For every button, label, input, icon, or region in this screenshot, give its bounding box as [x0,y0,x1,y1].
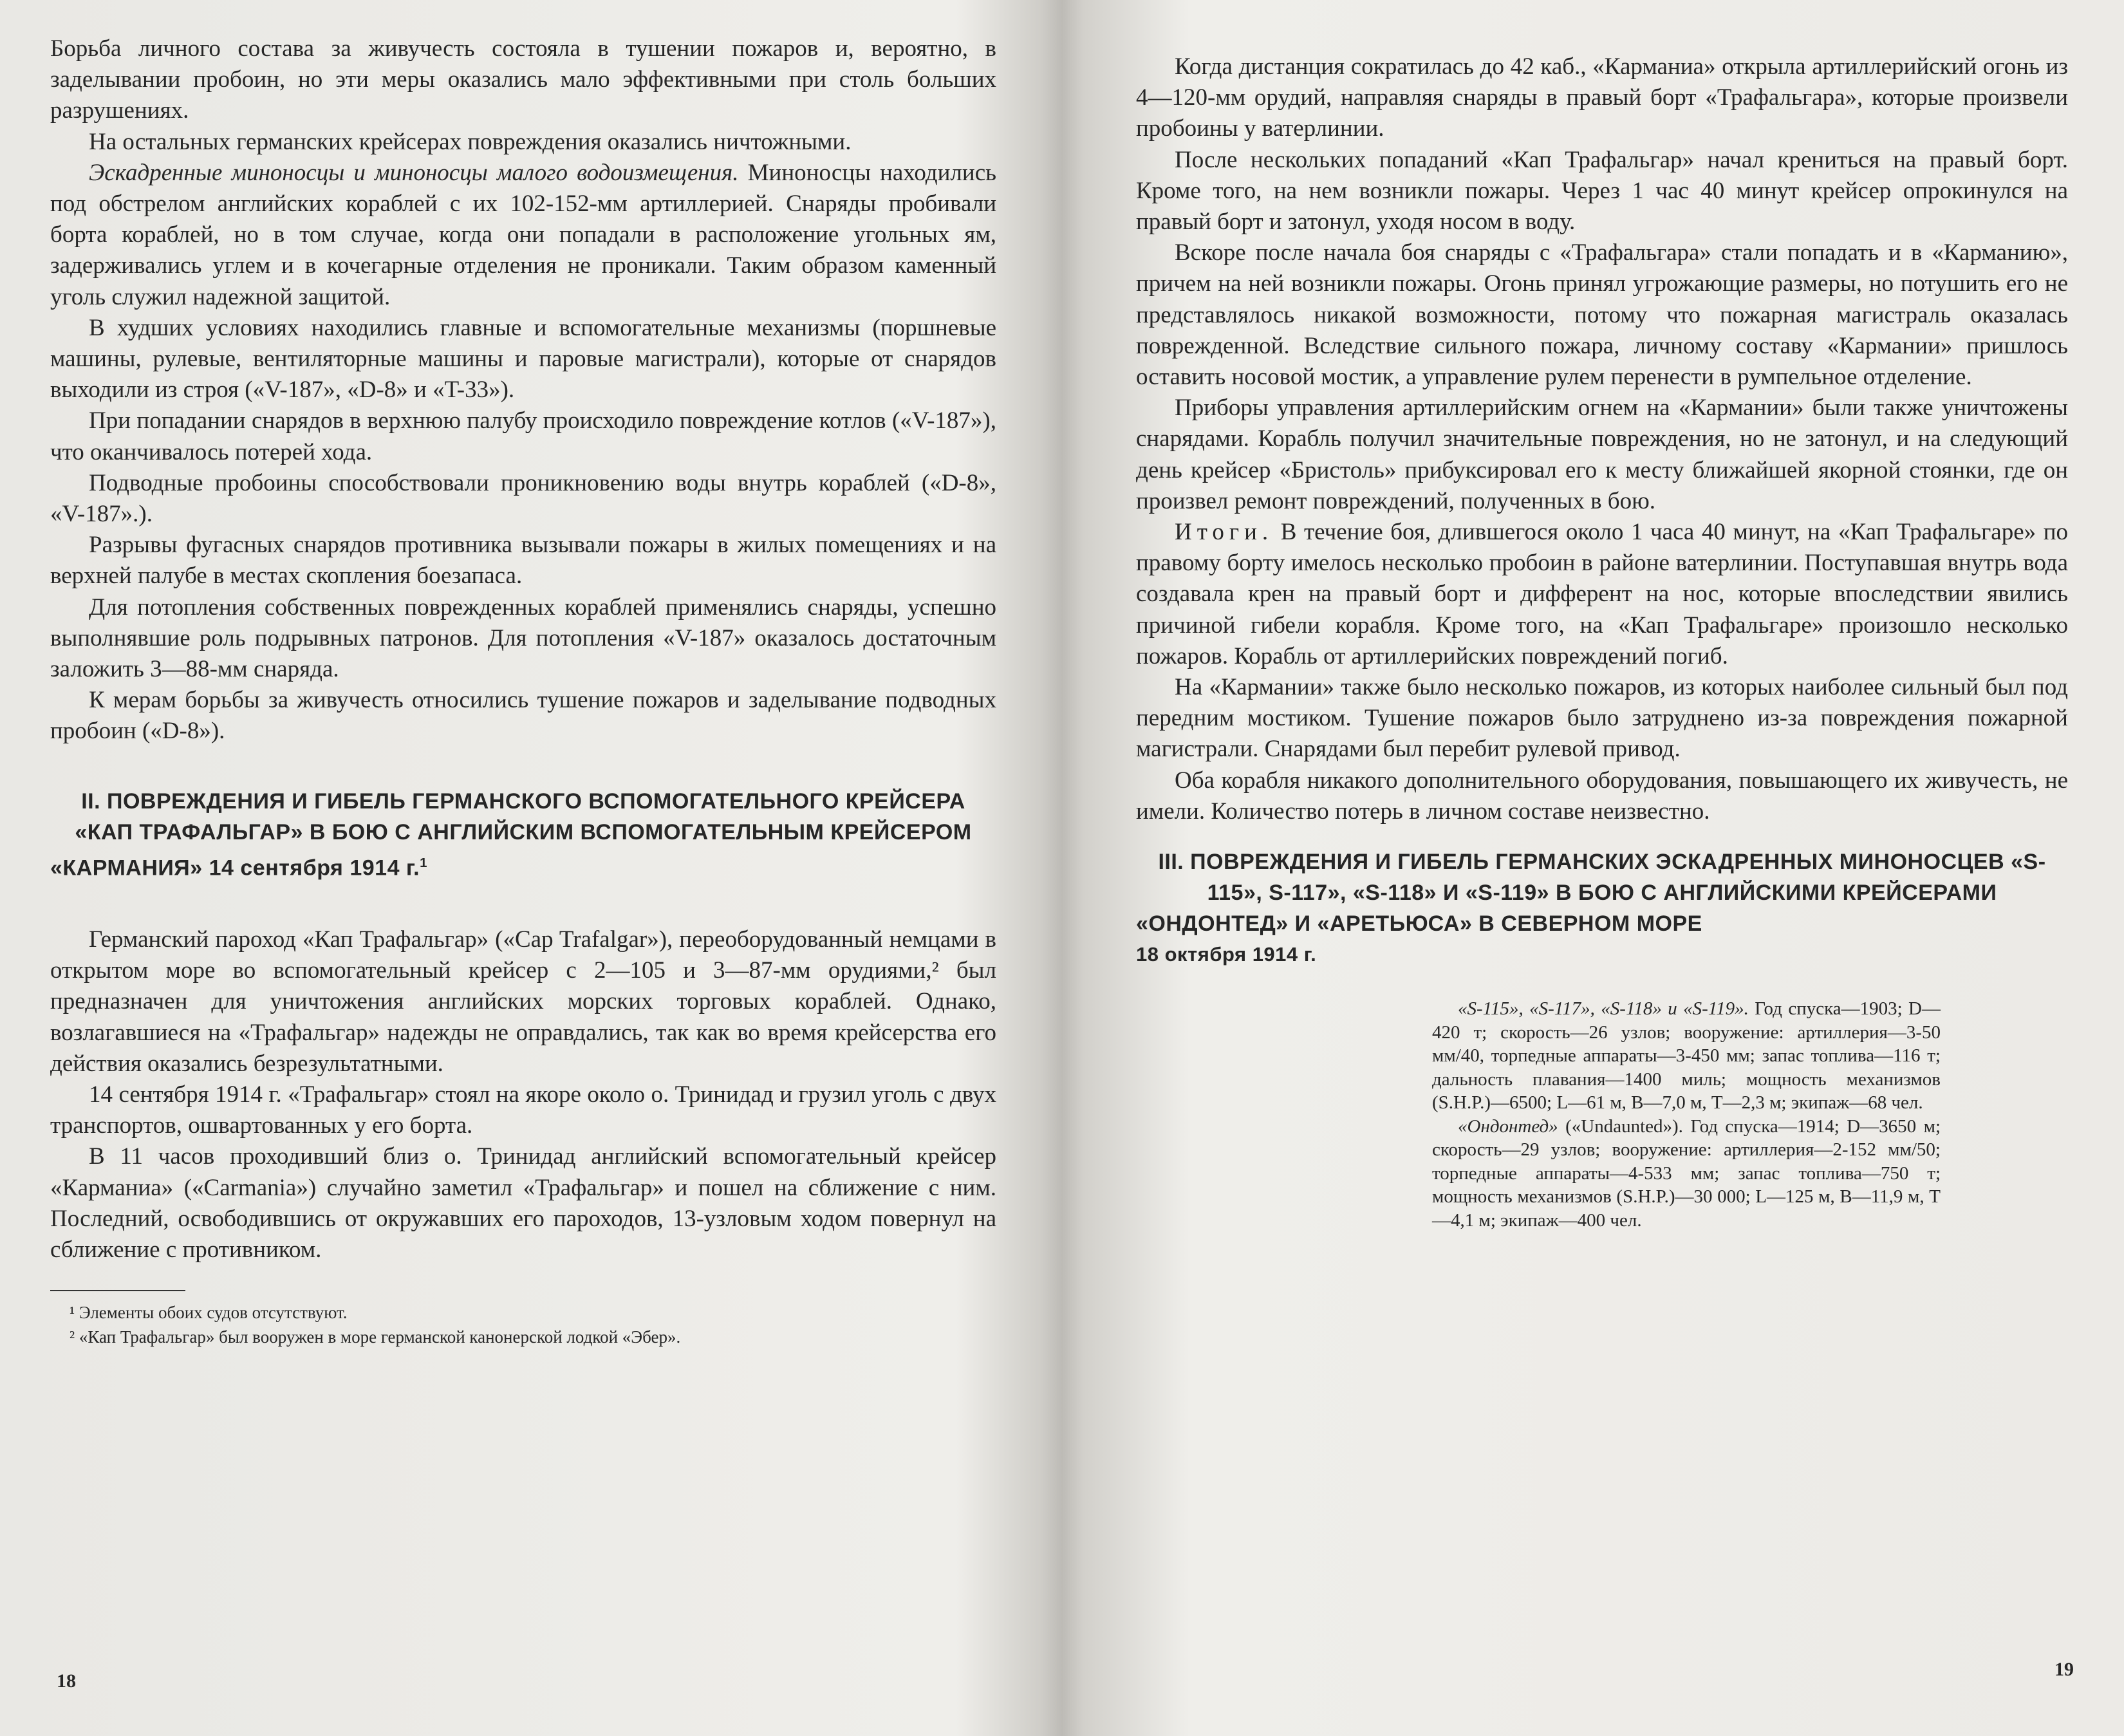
section-heading: II. ПОВРЕЖДЕНИЯ И ГИБЕЛЬ ГЕРМАНСКОГО ВСПОМОГАТЕЛЬНОГО КРЕЙСЕРА «КАП ТРАФАЛЬГАР» В БОЮ С АНГЛИЙСКИМ ВСПОМОГАТЕЛЬНЫМ КРЕЙСЕРОМ «КАРМАНИЯ» 14 сентября 1914 г.$^1$ [50,789,972,880]
left-text-column [50,33,996,1349]
paragraph: Итоги. В течение боя, длившегося около 1 часа 40 минут, на «Кап Трафальгаре» по правому борту имелось несколько пробоин в районе ватерлинии. Поступавшая внутрь вода создавала крен на правый борт и дифферент на нос, которые впоследствии явились причиной гибели корабля. Кроме того, на «Кап Трафальгаре» произошло несколько пожаров. Корабль от артиллерийских повреждений погиб. [1136,519,2068,669]
section-date: 18 октября 1914 г. [1136,943,1317,966]
paragraph: Оба корабля никакого дополнительного оборудования, повышающего их живучесть, не имели. Количество потерь в личном составе неизвестно. [1136,767,2068,825]
ship-info-block: «S-115», «S-117», «S-118» и «S-119». Год спуска—1903; D—420 т; скорость—26 узлов; вооружение: артиллерия—3-50 мм/40, торпедные аппараты—3-450 мм; запас топлива—116 т; дальность плавания—1400 миль; мощность механизмов (S.H.P.)—6500; L—61 м, B—7,0 м, T—2,3 м; экипаж—68 чел. [1432,998,1941,1114]
right-page [1075,0,2124,1736]
paragraph: 14 сентября 1914 г. «Трафальгар» стоял на якоре около о. Тринидад и грузил уголь с двух транспортов, ошвартованных у его борта. [50,1081,996,1139]
paragraph: В 11 часов проходивший близ о. Тринидад английский вспомогательный крейсер «Карманиа» («Carmania») случайно заметил «Трафальгар» и пошел на сближение с ним. Последний, освободившись от окружавших его пароходов, 13-узловым ходом повернул на сближение с противником. [50,1143,996,1264]
section-date: 14 сентября 1914 г. [209,855,420,880]
paragraph: При попадании снарядов в верхнюю палубу происходило повреждение котлов («V-187»), что оканчивалось потерей хода. [50,407,996,465]
paragraph: На остальных германских крейсерах повреждения оказались ничтожными. [89,128,852,155]
footnote: ¹ Элементы обоих судов отсутствуют. [70,1303,348,1323]
page-number: 19 [2054,1659,2074,1680]
paragraph: Вскоре после начала боя снаряды с «Трафальгара» стали попадать и в «Карманию», причем на ней возникли пожары. Огонь принял угрожающие размеры, но потушить его не представлялось никакой возможности, потому что пожарная магистраль оказалась поврежденной. Вследствие сильного пожара, личному составу «Кармании» пришлось оставить носовой мостик, а управление рулем перенести в румпельное отделение. [1136,239,2068,391]
paragraph: После нескольких попаданий «Кап Трафальгар» начал крениться на правый борт. Кроме того, на нем возникли пожары. Через 1 час 40 минут крейсер опрокинулся на правый борт и затонул, уходя носом в воду. [1136,146,2068,236]
left-page [0,0,1049,1736]
footnote-mark: 1 [420,855,427,870]
footnote-divider [50,1290,185,1291]
ship-info [1432,997,1941,1232]
ship-info-block: «Ондонтед» («Undaunted»). Год спуска—1914; D—3650 м; скорость—29 узлов; вооружение: артиллерия—2-152 мм/50; торпедные аппараты—4-533 мм; запас топлива—750 т; мощность механизмов (S.H.P.)—30 000; L—125 м, B—11,9 м, T—4,1 м; экипаж—400 чел. [1432,1115,1941,1231]
paragraph: К мерам борьбы за живучесть относились тушение пожаров и заделывание подводных пробоин («D-8»). [50,687,996,745]
paragraph: Борьба личного состава за живучесть состояла в тушении пожаров и, вероятно, в заделывании пробоин, но эти меры оказались мало эффективными при столь больших разрушениях. [50,35,996,124]
footnote: ² «Кап Трафальгар» был вооружен в море германской канонерской лодкой «Эбер». [70,1327,681,1347]
italic-lead: Эскадренные миноносцы и миноносцы малого водоизмещения. [89,159,739,186]
paragraph: Разрывы фугасных снарядов противника вызывали пожары в жилых помещениях и на верхней палубе в местах скопления боезапаса. [50,532,996,590]
page-number: 18 [57,1670,76,1692]
paragraph: Для потопления собственных поврежденных кораблей применялись снаряды, успешно выполнявшие роль подрывных патронов. Для потопления «V-187» оказалось достаточным заложить 3—88-мм снаряда. [50,593,996,683]
paragraph: Приборы управления артиллерийским огнем на «Кармании» были также уничтожены снарядами. Корабль получил значительные повреждения, но не затонул, и на следующий день крейсер «Бристоль» прибуксировал его к месту ближайшей якорной стоянки, где он произвел ремонт повреждений, полученных в бою. [1136,395,2068,514]
itogi-lead: Итоги. [1175,519,1274,546]
right-text-column [1136,51,2068,1232]
paragraph: Германский пароход «Кап Трафальгар» («Cap Trafalgar»), переоборудованный немцами в открытом море во вспомогательный крейсер с 2—105 и 3—87-мм орудиями,² был предназначен для уничтожения английских морских торговых кораблей. Однако, возлагавшиеся на «Трафальгар» надежды не оправдались, так как во время крейсерства его действия оказались безрезультатными. [50,926,996,1077]
paragraph: Эскадренные миноносцы и миноносцы малого водоизмещения. Миноносцы находились под обстрелом английских кораблей с их 102-152-мм артиллерией. Снаряды пробивали борта кораблей, но в том случае, когда они попадали в расположение угольных ям, задерживались углем и в кочегарные отделения не проникали. Таким образом каменный уголь служил надежной защитой. [50,159,996,310]
paragraph: Подводные пробоины способствовали проникновению воды внутрь кораблей («D-8», «V-187».). [50,469,996,528]
section-heading: III. ПОВРЕЖДЕНИЯ И ГИБЕЛЬ ГЕРМАНСКИХ ЭСКАДРЕННЫХ МИНОНОСЦЕВ «S-115», S-117», «S-118» И «S-119» В БОЮ С АНГЛИЙСКИМИ КРЕЙСЕРАМИ «ОНДОНТЕД» И «АРЕТЬЮСА» В СЕВЕРНОМ МОРЕ [1136,850,2046,937]
paragraph: Когда дистанция сократилась до 42 каб., «Карманиа» открыла артиллерийский огонь из 4—120-мм орудий, направляя снаряды в правый борт «Трафальгара», которые произвели пробоины у ватерлинии. [1136,53,2068,142]
paragraph: В худших условиях находились главные и вспомогательные механизмы (поршневые машины, рулевые, вентиляторные машины и паровые магистрали), которые от снарядов выходили из строя («V-187», «D-8» и «T-33»). [50,314,996,404]
paragraph: На «Кармании» также было несколько пожаров, из которых наиболее сильный был под передним мостиком. Тушение пожаров было затруднено из-за повреждения пожарной магистрали. Снарядами был перебит рулевой привод. [1136,674,2068,763]
